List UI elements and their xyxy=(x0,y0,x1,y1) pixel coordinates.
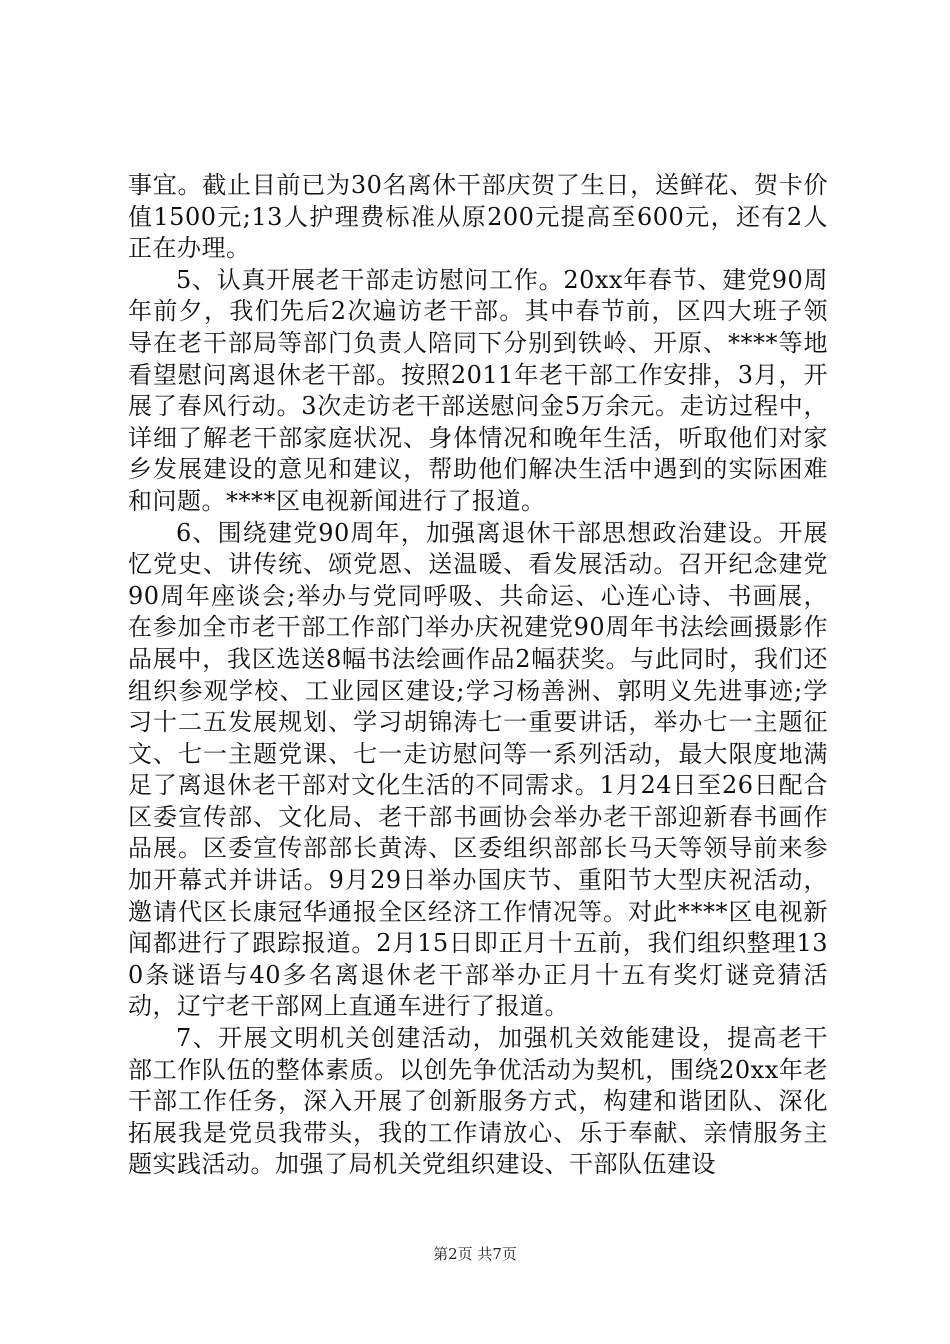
document-body xyxy=(128,170,828,1181)
paragraph-item-6: 6、围绕建党90周年，加强离退休干部思想政治建设。开展忆党史、讲传统、颂党恩、送温暖、看发展活动。召开纪念建党90周年座谈会;举办与党同呼吸、共命运、心连心诗、书画展，在参加全市老干部工作部门举办庆祝建党90周年书法绘画摄影作品展中，我区选送8幅书法绘画作品2幅获奖。与此同时，我们还组织参观学校、工业园区建设;学习杨善洲、郭明义先进事迹;学习十二五发展规划、学习胡锦涛七一重要讲话，举办七一主题征文、七一主题党课、七一走访慰问等一系列活动，最大限度地满足了离退休老干部对文化生活的不同需求。1月24日至26日配合区委宣传部、文化局、老干部书画协会举办老干部迎新春书画作品展。区委宣传部部长黄涛、区委组织部部长马天等领导前来参加开幕式并讲话。9月29日举办国庆节、重阳节大型庆祝活动，邀请代区长康冠华通报全区经济工作情况等。对此****区电视新闻都进行了跟踪报道。2月15日即正月十五前，我们组织整理130条谜语与40多名离退休老干部举办正月十五有奖灯谜竞猜活动，辽宁老干部网上直通车进行了报道。 xyxy=(128,518,828,1021)
page-number-footer: 第2页 共7页 xyxy=(433,1245,517,1263)
paragraph-continuation: 事宜。截止目前已为30名离休干部庆贺了生日，送鲜花、贺卡价值1500元;13人护理费标准从原200元提高至600元，还有2人正在办理。 xyxy=(128,171,828,263)
paragraph-item-5: 5、认真开展老干部走访慰问工作。20xx年春节、建党90周年前夕，我们先后2次遍访老干部。其中春节前，区四大班子领导在老干部局等部门负责人陪同下分别到铁岭、开原、****等地看望慰问离退休老干部。按照2011年老干部工作安排，3月，开展了春风行动。3次走访老干部送慰问金5万余元。走访过程中，详细了解老干部家庭状况、身体情况和晚年生活，听取他们对家乡发展建设的意见和建议，帮助他们解决生活中遇到的实际困难和问题。****区电视新闻进行了报道。 xyxy=(128,265,828,515)
paragraph-item-7: 7、开展文明机关创建活动，加强机关效能建设，提高老干部工作队伍的整体素质。以创先争优活动为契机，围绕20xx年老干部工作任务，深入开展了创新服务方式，构建和谐团队、深化拓展我是党员我带头，我的工作请放心、乐于奉献、亲情服务主题实践活动。加强了局机关党组织建设、干部队伍建设 xyxy=(128,1024,828,1179)
